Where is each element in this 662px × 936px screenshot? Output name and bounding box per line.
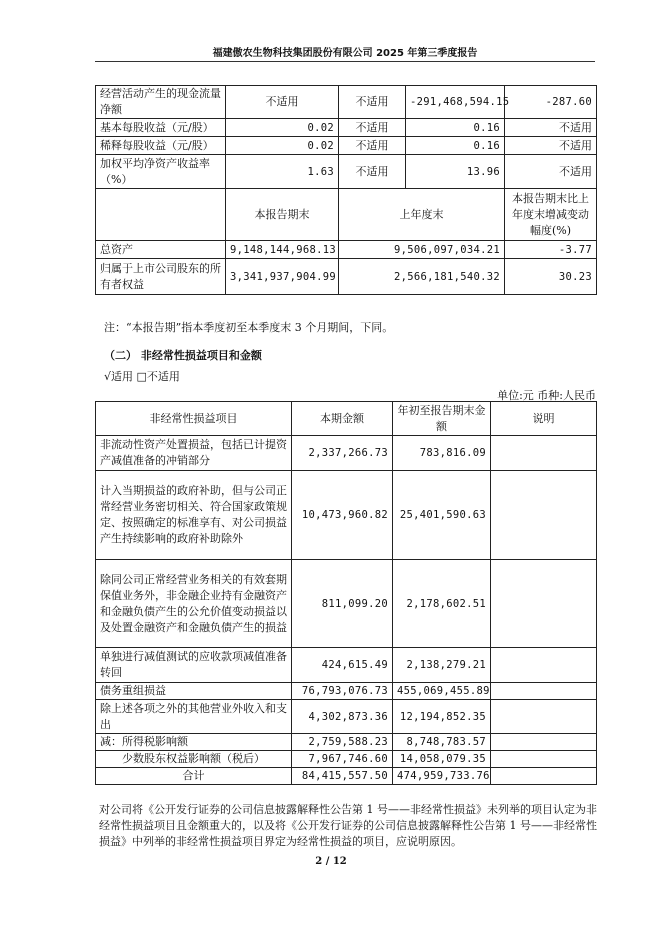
current-amount: 424,615.49 bbox=[292, 648, 393, 683]
footnote: 注：“本报告期”指本季度初至本季度末 3 个月期间，下同。 bbox=[104, 321, 394, 334]
current-amount: 76,793,076.73 bbox=[292, 683, 393, 700]
cell-value: 不适用 bbox=[505, 155, 597, 189]
ytd-amount: 2,138,279.21 bbox=[393, 648, 491, 683]
row-label: 归属于上市公司股东的所有者权益 bbox=[96, 259, 226, 295]
table-row bbox=[96, 471, 597, 560]
section-title: （二） 非经常性损益项目和金额 bbox=[104, 349, 262, 362]
cell-value: -291,468,594.15 bbox=[406, 86, 505, 119]
cell-value: 0.02 bbox=[226, 119, 339, 137]
item-note bbox=[491, 751, 597, 768]
ytd-amount: 8,748,783.57 bbox=[393, 734, 491, 751]
item-label: 少数股东权益影响额（税后） bbox=[96, 751, 292, 768]
table-row bbox=[96, 241, 597, 259]
table-row bbox=[96, 86, 597, 119]
cell-value: 不适用 bbox=[226, 86, 339, 119]
cell-value: 不适用 bbox=[339, 86, 406, 119]
item-note bbox=[491, 648, 597, 683]
item-note bbox=[491, 560, 597, 648]
cell-value: 不适用 bbox=[505, 119, 597, 137]
unit-label: 单位:元 币种:人民币 bbox=[497, 389, 596, 402]
key-financial-table bbox=[95, 85, 597, 295]
current-amount: 84,415,557.50 bbox=[292, 768, 393, 785]
current-amount: 4,302,873.36 bbox=[292, 700, 393, 734]
cell-value: 9,148,144,968.13 bbox=[226, 241, 339, 259]
column-header: 上年度末 bbox=[339, 189, 505, 241]
cell-value: 1.63 bbox=[226, 155, 339, 189]
row-label: 经营活动产生的现金流量净额 bbox=[96, 86, 226, 119]
footer-paragraph: 对公司将《公开发行证券的公司信息披露解释性公告第 1 号——非经常性损益》未列举的项目认定为非经常性损益项目且金额重大的，以及将《公开发行证券的公司信息披露解释性公告第 1 号——非经常性损益》中列举的非经常性损益项目界定为经常性损益的项目，应说明原因。 bbox=[99, 803, 597, 848]
page-number: 2 / 12 bbox=[315, 856, 347, 867]
ytd-amount: 2,178,602.51 bbox=[393, 560, 491, 648]
current-amount: 10,473,960.82 bbox=[292, 471, 393, 560]
table-header bbox=[96, 402, 597, 436]
row-label: 总资产 bbox=[96, 241, 226, 259]
item-note bbox=[491, 768, 597, 785]
column-header: 说明 bbox=[491, 402, 597, 436]
table-row bbox=[96, 700, 597, 734]
cell-value: 不适用 bbox=[505, 137, 597, 155]
cell-value: 不适用 bbox=[339, 137, 406, 155]
item-label: 除上述各项之外的其他营业外收入和支出 bbox=[96, 700, 292, 734]
current-amount: 2,337,266.73 bbox=[292, 436, 393, 471]
empty-header-cell bbox=[96, 189, 226, 241]
item-note bbox=[491, 436, 597, 471]
current-amount: 811,099.20 bbox=[292, 560, 393, 648]
row-label: 加权平均净资产收益率（%） bbox=[96, 155, 226, 189]
row-label: 稀释每股收益（元/股） bbox=[96, 137, 226, 155]
ytd-amount: 14,058,079.35 bbox=[393, 751, 491, 768]
cell-value: 9,506,097,034.21 bbox=[339, 241, 505, 259]
table-row bbox=[96, 648, 597, 683]
row-label: 基本每股收益（元/股） bbox=[96, 119, 226, 137]
current-amount: 7,967,746.60 bbox=[292, 751, 393, 768]
applicability-checkbox: √适用 □不适用 bbox=[104, 370, 180, 383]
column-header: 非经常性损益项目 bbox=[96, 402, 292, 436]
item-note bbox=[491, 700, 597, 734]
current-amount: 2,759,588.23 bbox=[292, 734, 393, 751]
table-row bbox=[96, 155, 597, 189]
table-row bbox=[96, 734, 597, 751]
ytd-amount: 455,069,455.89 bbox=[393, 683, 491, 700]
ytd-amount: 474,959,733.76 bbox=[393, 768, 491, 785]
table-row bbox=[96, 560, 597, 648]
cell-value: 30.23 bbox=[505, 259, 597, 295]
table-row bbox=[96, 436, 597, 471]
cell-value: 0.16 bbox=[406, 119, 505, 137]
ytd-amount: 783,816.09 bbox=[393, 436, 491, 471]
total-label: 合计 bbox=[96, 768, 292, 785]
column-header: 本期金额 bbox=[292, 402, 393, 436]
table-total-row bbox=[96, 768, 597, 785]
cell-value: 不适用 bbox=[339, 119, 406, 137]
cell-value: 13.96 bbox=[406, 155, 505, 189]
item-label: 减：所得税影响额 bbox=[96, 734, 292, 751]
cell-value: -3.77 bbox=[505, 241, 597, 259]
item-note bbox=[491, 734, 597, 751]
ytd-amount: 25,401,590.63 bbox=[393, 471, 491, 560]
cell-value: 0.02 bbox=[226, 137, 339, 155]
cell-value: 0.16 bbox=[406, 137, 505, 155]
table-row bbox=[96, 137, 597, 155]
item-label: 单独进行减值测试的应收款项减值准备转回 bbox=[96, 648, 292, 683]
item-label: 计入当期损益的政府补助，但与公司正常经营业务密切相关、符合国家政策规定、按照确定的标准享有、对公司损益产生持续影响的政府补助除外 bbox=[96, 471, 292, 560]
item-label: 非流动性资产处置损益，包括已计提资产减值准备的冲销部分 bbox=[96, 436, 292, 471]
cell-value: 不适用 bbox=[339, 155, 406, 189]
header-rule bbox=[95, 61, 595, 62]
item-note bbox=[491, 683, 597, 700]
table-row bbox=[96, 259, 597, 295]
ytd-amount: 12,194,852.35 bbox=[393, 700, 491, 734]
report-header: 福建傲农生物科技集团股份有限公司 2025 年第三季度报告 bbox=[212, 48, 478, 59]
table-subheader bbox=[96, 189, 597, 241]
column-header: 本报告期末比上年度末增减变动幅度(%) bbox=[505, 189, 597, 241]
non-recurring-items-table bbox=[95, 401, 597, 785]
item-label: 除同公司正常经营业务相关的有效套期保值业务外，非金融企业持有金融资产和金融负债产生的公允价值变动损益以及处置金融资产和金融负债产生的损益 bbox=[96, 560, 292, 648]
item-note bbox=[491, 471, 597, 560]
item-label: 债务重组损益 bbox=[96, 683, 292, 700]
cell-value: 3,341,937,904.99 bbox=[226, 259, 339, 295]
table-row bbox=[96, 119, 597, 137]
column-header: 本报告期末 bbox=[226, 189, 339, 241]
cell-value: -287.60 bbox=[505, 86, 597, 119]
column-header: 年初至报告期末金额 bbox=[393, 402, 491, 436]
table-row bbox=[96, 751, 597, 768]
table-row bbox=[96, 683, 597, 700]
cell-value: 2,566,181,540.32 bbox=[339, 259, 505, 295]
